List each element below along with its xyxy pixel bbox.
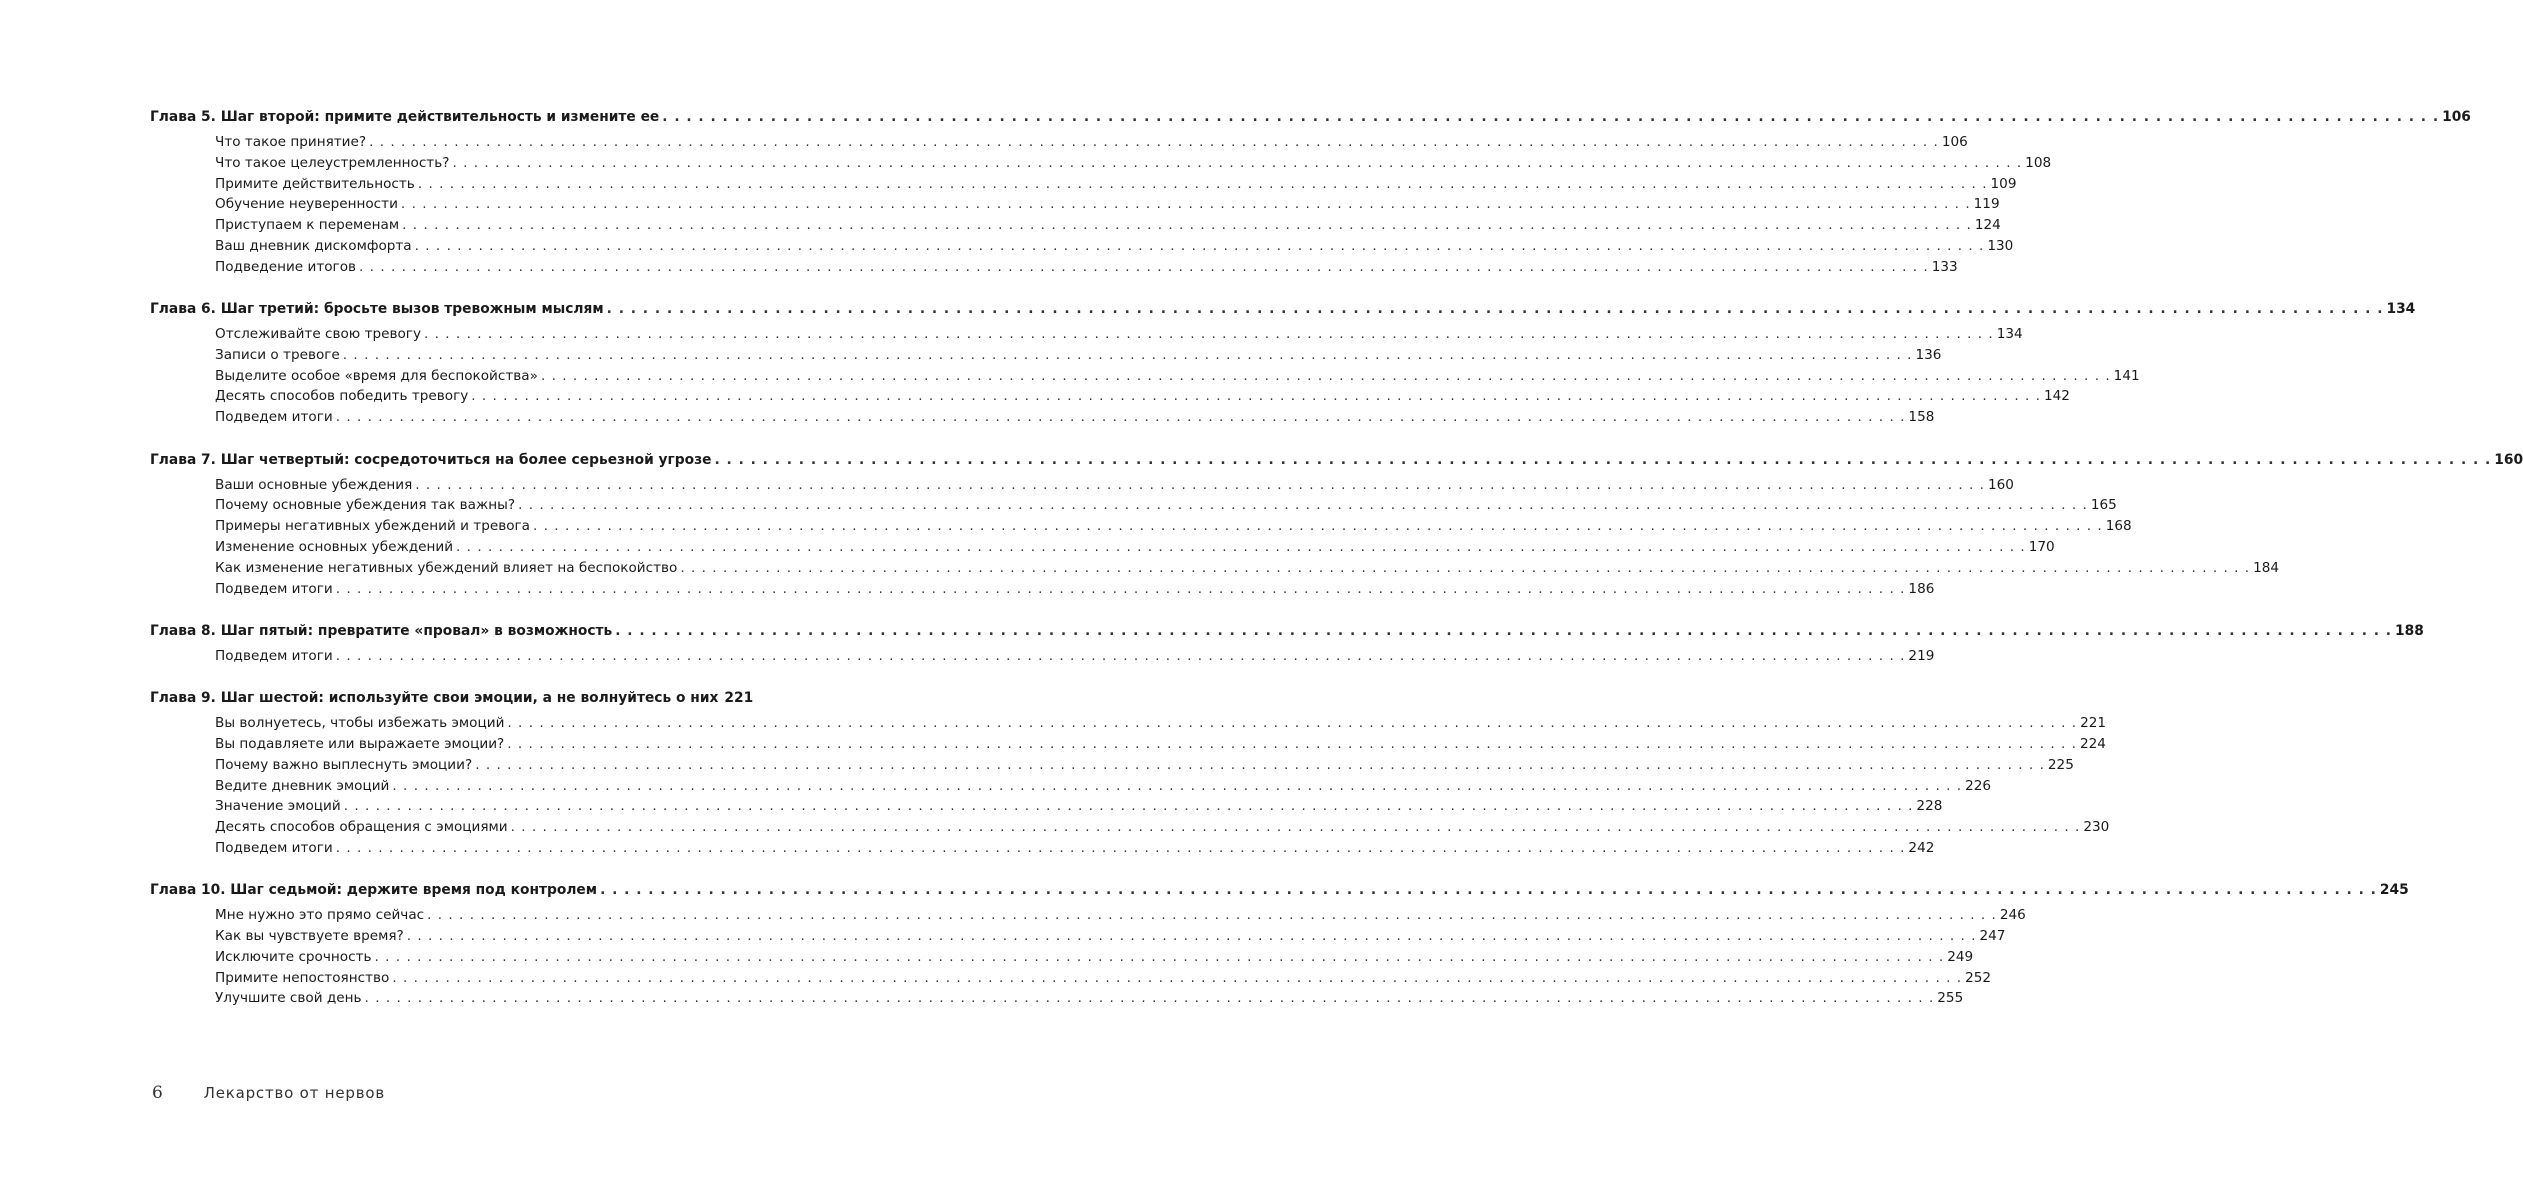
section-entry <box>150 475 2014 496</box>
section-title: Примеры негативных убеждений и тревога <box>215 518 531 535</box>
dot-leader <box>615 620 2392 642</box>
section-entry <box>150 194 2000 215</box>
section-title: Изменение основных убеждений <box>215 538 454 555</box>
section-title: Вы волнуетесь, чтобы избежать эмоций <box>215 715 505 732</box>
section-title: Почему важно выплеснуть эмоции? <box>215 756 473 773</box>
section-title: Примите действительность <box>215 175 415 192</box>
dot-leader <box>336 407 1906 428</box>
section-page: 124 <box>1974 217 2001 234</box>
chapter-page: 106 <box>2442 109 2471 125</box>
chapter-5 <box>150 106 2471 278</box>
chapter-9 <box>150 687 2110 859</box>
dot-leader <box>427 905 1997 926</box>
chapter-page: 134 <box>2386 301 2416 318</box>
section-page: 225 <box>2047 756 2074 773</box>
section-entry <box>150 495 2117 516</box>
section-entry <box>150 926 2006 947</box>
table-of-contents <box>150 106 2523 1030</box>
dot-leader <box>392 968 1962 989</box>
section-title: Что такое принятие? <box>215 134 367 150</box>
section-title: Ваш дневник дискомфорта <box>215 237 412 254</box>
chapter-6 <box>150 298 2416 428</box>
section-title: Подведем итоги <box>215 580 333 597</box>
dot-leader <box>607 298 2384 320</box>
section-entry <box>150 516 2132 537</box>
dot-leader <box>336 838 1906 859</box>
running-title: Лекарство от нервов <box>203 1084 385 1102</box>
section-page: 141 <box>2113 367 2140 384</box>
dot-leader <box>533 516 2103 537</box>
section-title: Примите непостоянство <box>215 969 390 986</box>
chapter-title: Глава 8. Шаг пятый: превратите «провал» в возможность <box>150 622 613 639</box>
section-entry <box>150 132 1968 153</box>
chapter-title: Глава 10. Шаг седьмой: держите время под контролем <box>150 882 598 899</box>
section-page: 133 <box>1931 258 1958 275</box>
dot-leader <box>418 174 1988 195</box>
chapter-heading <box>150 879 2409 901</box>
section-title: Записи о тревоге <box>215 346 340 363</box>
dot-leader <box>369 132 1939 153</box>
section-entry <box>150 537 2055 558</box>
dot-leader <box>475 755 2045 776</box>
chapter-heading <box>150 298 2416 320</box>
chapter-heading <box>150 687 754 709</box>
section-entry <box>150 386 2070 407</box>
section-page: 109 <box>1990 175 2017 192</box>
section-page: 130 <box>1987 237 2014 254</box>
dot-leader <box>452 153 2022 174</box>
section-entry <box>150 366 2140 387</box>
section-entry <box>150 174 2017 195</box>
dot-leader <box>407 926 1977 947</box>
dot-leader <box>541 366 2111 387</box>
section-entry <box>150 345 1942 366</box>
dot-leader <box>415 236 1985 257</box>
section-page: 119 <box>1973 196 2000 213</box>
dot-leader <box>375 947 1945 968</box>
section-entry <box>150 817 2110 838</box>
chapter-title: Глава 5. Шаг второй: примите действительность и измените ее <box>150 109 660 125</box>
chapter-title: Глава 9. Шаг шестой: используйте свои эмоции, а не волнуйтесь о них <box>150 690 719 707</box>
section-entry <box>150 776 1992 797</box>
section-entry <box>150 968 1992 989</box>
section-page: 242 <box>1908 839 1935 856</box>
section-page: 170 <box>2028 538 2055 555</box>
section-title: Обучение неуверенности <box>215 196 398 213</box>
chapter-heading <box>150 620 2424 642</box>
section-entry <box>150 905 2026 926</box>
section-page: 184 <box>2253 559 2280 576</box>
section-page: 106 <box>1941 134 1968 150</box>
section-title: Исключите срочность <box>215 948 372 965</box>
dot-leader <box>511 817 2081 838</box>
section-page: 246 <box>1999 907 2026 924</box>
dot-leader <box>471 386 2041 407</box>
section-entry <box>150 215 2001 236</box>
section-entry <box>150 734 2106 755</box>
dot-leader <box>365 988 1935 1009</box>
section-title: Подведем итоги <box>215 647 333 664</box>
section-page: 165 <box>2090 497 2117 514</box>
section-title: Выделите особое «время для беспокойства» <box>215 367 538 384</box>
page-footer <box>152 1083 385 1103</box>
section-entry <box>150 407 1935 428</box>
section-entry <box>150 257 1958 278</box>
section-page: 228 <box>1916 798 1943 815</box>
section-page: 136 <box>1915 346 1942 363</box>
section-page: 226 <box>1965 777 1992 794</box>
section-title: Вы подавляете или выражаете эмоции? <box>215 735 505 752</box>
section-title: Приступаем к переменам <box>215 217 400 234</box>
dot-leader <box>456 537 2026 558</box>
section-entry <box>150 755 2074 776</box>
dot-leader <box>392 776 1962 797</box>
section-entry <box>150 646 1935 667</box>
dot-leader <box>402 215 1972 236</box>
section-title: Подведение итогов <box>215 258 357 275</box>
section-page: 219 <box>1908 647 1935 664</box>
dot-leader <box>714 449 2491 471</box>
dot-leader <box>336 579 1906 600</box>
section-title: Ваши основные убеждения <box>215 476 413 493</box>
section-title: Десять способов победить тревогу <box>215 388 469 405</box>
chapter-7 <box>150 449 2523 600</box>
chapter-page: 245 <box>2379 882 2409 899</box>
section-entry <box>150 947 1974 968</box>
chapter-10 <box>150 879 2409 1009</box>
section-title: Как вы чувствуете время? <box>215 928 404 945</box>
dot-leader <box>401 194 1971 215</box>
section-entry <box>150 153 2052 174</box>
section-page: 168 <box>2105 518 2132 535</box>
section-page: 142 <box>2043 388 2070 405</box>
chapter-title: Глава 7. Шаг четвертый: сосредоточиться на более серьезной угрозе <box>150 451 712 468</box>
section-page: 230 <box>2083 819 2110 836</box>
section-entry <box>150 838 1935 859</box>
section-page: 249 <box>1947 948 1974 965</box>
chapter-heading <box>150 106 2471 128</box>
chapter-heading <box>150 449 2523 471</box>
chapter-page: 221 <box>724 690 754 707</box>
section-entry <box>150 579 1935 600</box>
page-number: 6 <box>152 1083 163 1103</box>
section-page: 224 <box>2079 735 2106 752</box>
section-title: Значение эмоций <box>215 798 341 815</box>
section-title: Как изменение негативных убеждений влияет на беспокойство <box>215 559 678 576</box>
dot-leader <box>359 257 1929 278</box>
dot-leader <box>424 324 1994 345</box>
dot-leader <box>415 475 1985 496</box>
section-title: Что такое целеустремленность? <box>215 154 450 171</box>
dot-leader <box>507 734 2077 755</box>
chapter-title: Глава 6. Шаг третий: бросьте вызов тревожным мыслям <box>150 301 604 318</box>
section-page: 247 <box>1979 928 2006 945</box>
section-title: Подведем итоги <box>215 839 333 856</box>
dot-leader <box>680 558 2250 579</box>
dot-leader <box>343 345 1913 366</box>
section-entry <box>150 558 2280 579</box>
section-page: 186 <box>1908 580 1935 597</box>
section-entry <box>150 796 1943 817</box>
section-title: Улучшите свой день <box>215 990 362 1007</box>
section-title: Почему основные убеждения так важны? <box>215 497 516 514</box>
section-page: 108 <box>2025 154 2052 171</box>
section-entry <box>150 713 2107 734</box>
section-title: Мне нужно это прямо сейчас <box>215 907 425 924</box>
dot-leader <box>600 879 2377 901</box>
dot-leader <box>662 106 2439 128</box>
dot-leader <box>507 713 2077 734</box>
section-page: 158 <box>1908 409 1935 426</box>
dot-leader <box>336 646 1906 667</box>
section-title: Ведите дневник эмоций <box>215 777 390 794</box>
chapter-page: 188 <box>2395 622 2424 639</box>
section-page: 134 <box>1996 326 2023 343</box>
section-entry <box>150 988 1964 1009</box>
section-entry <box>150 324 2023 345</box>
section-title: Подведем итоги <box>215 409 333 426</box>
dot-leader <box>344 796 1914 817</box>
section-page: 255 <box>1937 990 1964 1007</box>
dot-leader <box>518 495 2088 516</box>
section-entry <box>150 236 2014 257</box>
section-page: 252 <box>1965 969 1992 986</box>
section-title: Отслеживайте свою тревогу <box>215 326 421 343</box>
chapter-8 <box>150 620 2424 667</box>
chapter-page: 160 <box>2494 451 2523 468</box>
section-page: 160 <box>1987 476 2014 493</box>
section-title: Десять способов обращения с эмоциями <box>215 819 508 836</box>
section-page: 221 <box>2080 715 2107 732</box>
